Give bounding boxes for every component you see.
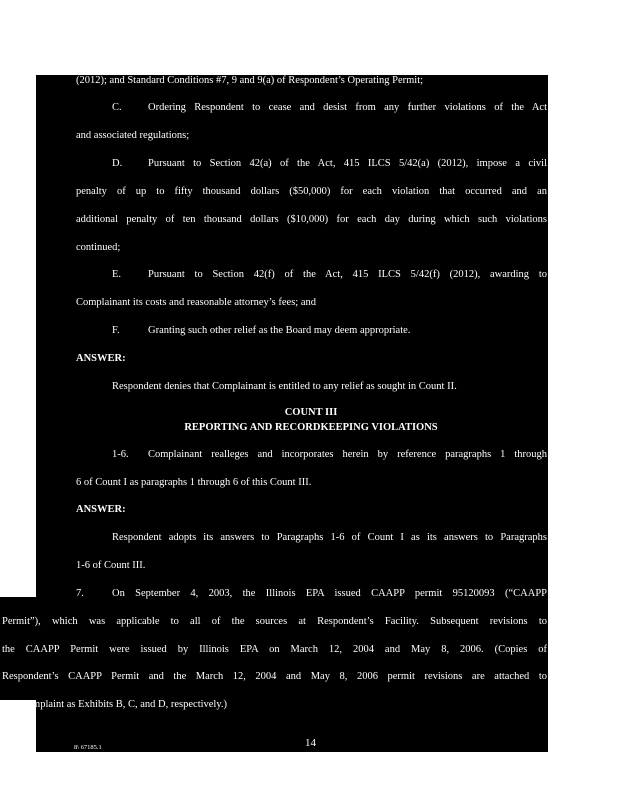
body-line: 1-6 of Count III. — [76, 560, 146, 571]
body-line: Respondent’s CAAPP Permit and the March 12, 2004 and May 8, 2006 permit revisions are attached to — [2, 671, 547, 682]
answer-heading: ANSWER: — [76, 353, 126, 364]
body-line: and associated regulations; — [76, 130, 190, 141]
page-number: 14 — [305, 737, 316, 749]
body-line: Pursuant to Section 42(f) of the Act, 415 ILCS 5/42(f) (2012), awarding to — [148, 269, 547, 280]
body-line: additional penalty of ten thousand dollars ($10,000) for each day during which such violations — [76, 214, 547, 225]
item-letter: F. — [112, 325, 120, 336]
body-line: Granting such other relief as the Board may deem appropriate. — [148, 325, 411, 336]
body-line: the CAAPP Permit were issued by Illinois EPA on March 12, 2004 and May 8, 2006. (Copies of — [2, 644, 547, 655]
body-line: Complainant its costs and reasonable attorney’s fees; and — [76, 297, 316, 308]
body-line: this Complaint as Exhibits B, C, and D, respectively.) — [2, 699, 228, 710]
answer-heading: ANSWER: — [76, 504, 126, 515]
count-title: COUNT III — [284, 407, 338, 418]
body-line: Ordering Respondent to cease and desist from any further violations of the Act — [148, 102, 547, 113]
body-line: Complainant realleges and incorporates herein by reference paragraphs 1 through — [148, 449, 547, 460]
count-subtitle: REPORTING AND RECORDKEEPING VIOLATIONS — [184, 422, 438, 433]
paragraph-number: 7. — [76, 588, 84, 599]
body-line: Pursuant to Section 42(a) of the Act, 415 ILCS 5/42(a) (2012), impose a civil — [148, 158, 547, 169]
body-line: (2012); and Standard Conditions #7, 9 and 9(a) of Respondent’s Operating Permit; — [76, 75, 424, 86]
body-line: Respondent denies that Complainant is entitled to any relief as sought in Count II. — [112, 381, 457, 392]
body-line: On September 4, 2003, the Illinois EPA issued CAAPP permit 95120093 (“CAAPP — [112, 588, 547, 599]
paragraph-number: 1-6. — [112, 449, 129, 460]
body-line: Respondent adopts its answers to Paragraphs 1-6 of Count I as its answers to Paragraphs — [112, 532, 547, 543]
item-letter: D. — [112, 158, 123, 169]
item-letter: C. — [112, 102, 122, 113]
body-line: 6 of Count I as paragraphs 1 through 6 of this Count III. — [76, 477, 312, 488]
body-line: penalty of up to fifty thousand dollars ($50,000) for each violation that occurred and an — [76, 186, 547, 197]
body-line: continued; — [76, 242, 121, 253]
body-line: Permit”), which was applicable to all of the sources at Respondent’s Facility. Subsequent revisions to — [2, 616, 547, 627]
document-id: 8\ 67185.1 — [74, 744, 102, 751]
item-letter: E. — [112, 269, 122, 280]
